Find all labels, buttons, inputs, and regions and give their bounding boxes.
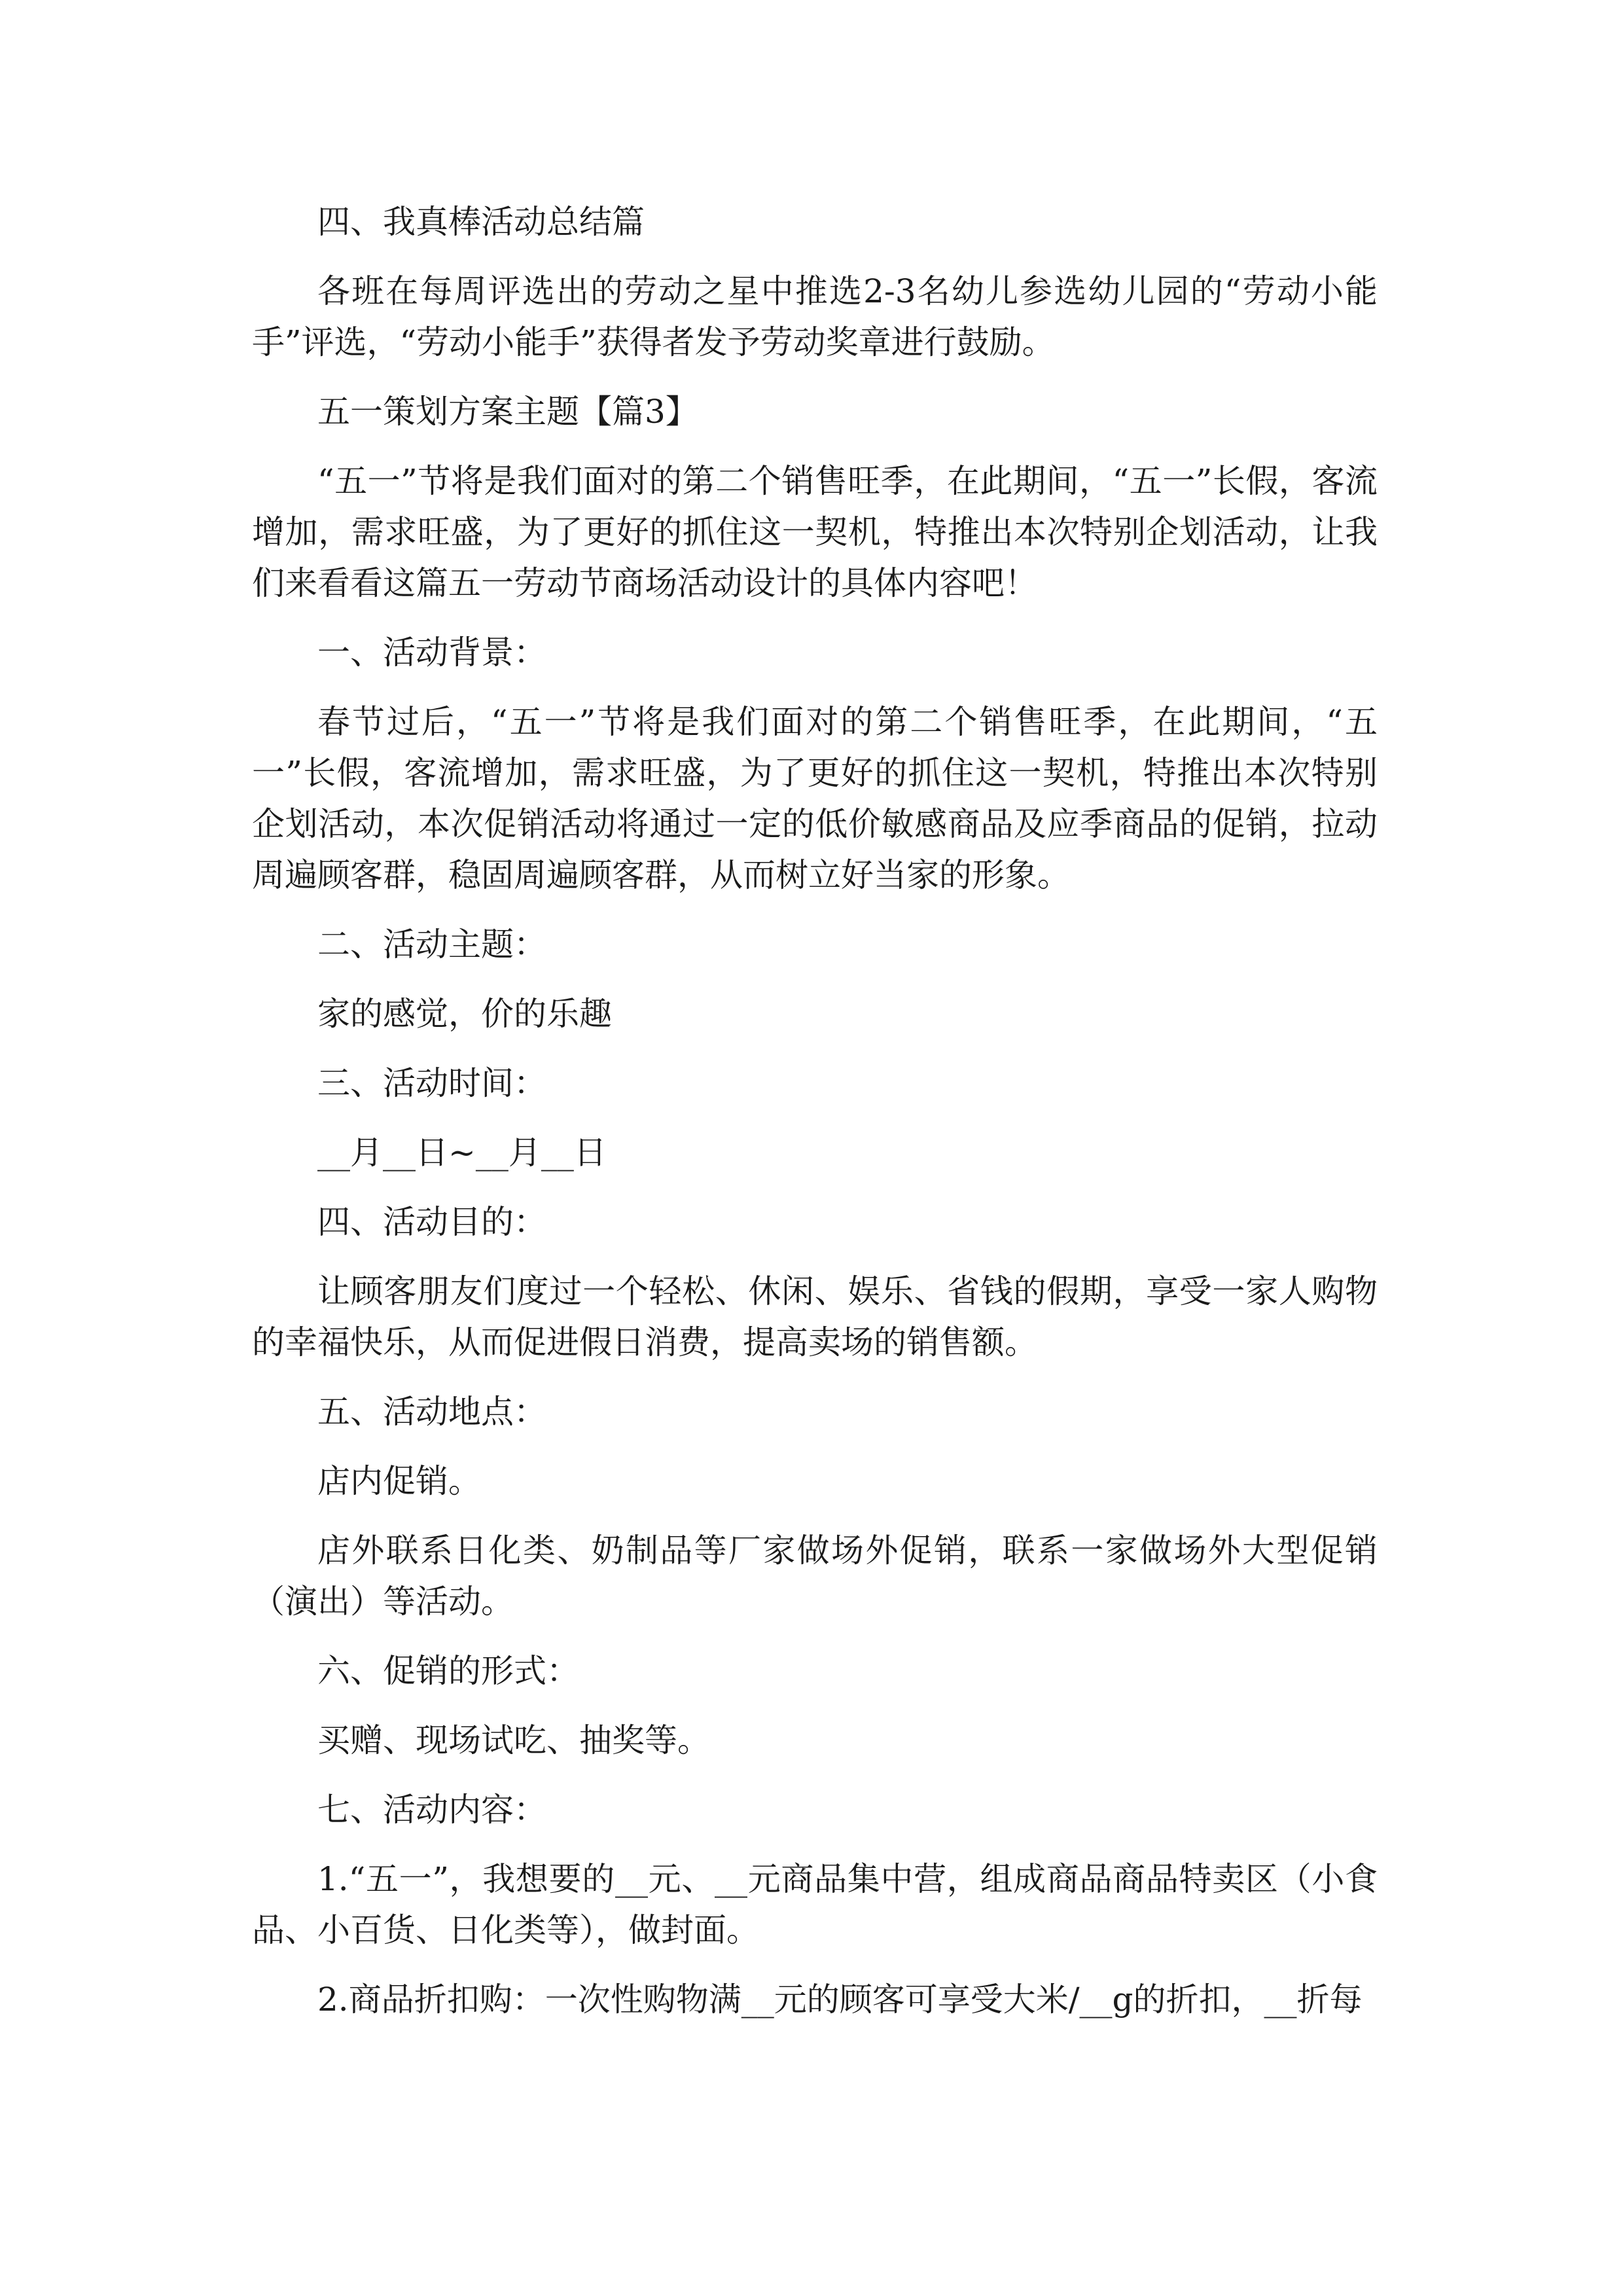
paragraph-background: 春节过后，“五一”节将是我们面对的第二个销售旺季，在此期间，“五一”长假，客流增加，需求旺盛，为了更好的抓住这一契机，特推出本次特别企划活动，本次促销活动将通过一定的低价敏感商品及应季商品的促销，拉动周遍顾客群，稳固周遍顾客群，从而树立好当家的形象。	[252, 703, 1378, 894]
heading-location: 五、活动地点：	[317, 1393, 546, 1431]
paragraph-content-item-1: 1.“五一”，我想要的__元、__元商品集中营，组成商品商品特卖区（小食品、小百货、日化类等），做封面。	[252, 1860, 1378, 1949]
heading-purpose: 四、活动目的：	[317, 1203, 546, 1241]
heading-promotion-form: 六、促销的形式：	[317, 1652, 579, 1690]
heading-plan-theme: 五一策划方案主题【篇3】	[317, 393, 698, 431]
paragraph-time: __月__日~__月__日	[317, 1134, 607, 1172]
paragraph-labor-star: 各班在每周评选出的劳动之星中推选2-3名幼儿参选幼儿园的“劳动小能手”评选，“劳动小能手”获得者发予劳动奖章进行鼓励。	[252, 272, 1378, 361]
heading-content: 七、活动内容：	[317, 1791, 546, 1829]
paragraph-theme: 家的感觉，价的乐趣	[317, 995, 612, 1033]
document-body	[252, 196, 1378, 2043]
paragraph-location-inside: 店内促销。	[317, 1462, 481, 1500]
heading-summary: 四、我真棒活动总结篇	[317, 203, 645, 241]
paragraph-location-outside: 店外联系日化类、奶制品等厂家做场外促销，联系一家做场外大型促销（演出）等活动。	[252, 1532, 1378, 1621]
heading-theme: 二、活动主题：	[317, 925, 546, 963]
heading-time: 三、活动时间：	[317, 1064, 546, 1102]
paragraph-content-item-2: 2.商品折扣购：一次性购物满__元的顾客可享受大米/__g的折扣，__折每	[317, 1981, 1363, 2018]
paragraph-intro: “五一”节将是我们面对的第二个销售旺季，在此期间，“五一”长假，客流增加，需求旺盛，为了更好的抓住这一契机，特推出本次特别企划活动，让我们来看看这篇五一劳动节商场活动设计的具体内容吧！	[252, 462, 1378, 602]
heading-background: 一、活动背景：	[317, 634, 546, 672]
paragraph-promotion-form: 买赠、现场试吃、抽奖等。	[317, 1721, 710, 1759]
paragraph-purpose: 让顾客朋友们度过一个轻松、休闲、娱乐、省钱的假期，享受一家人购物的幸福快乐，从而促进假日消费，提高卖场的销售额。	[252, 1272, 1378, 1361]
